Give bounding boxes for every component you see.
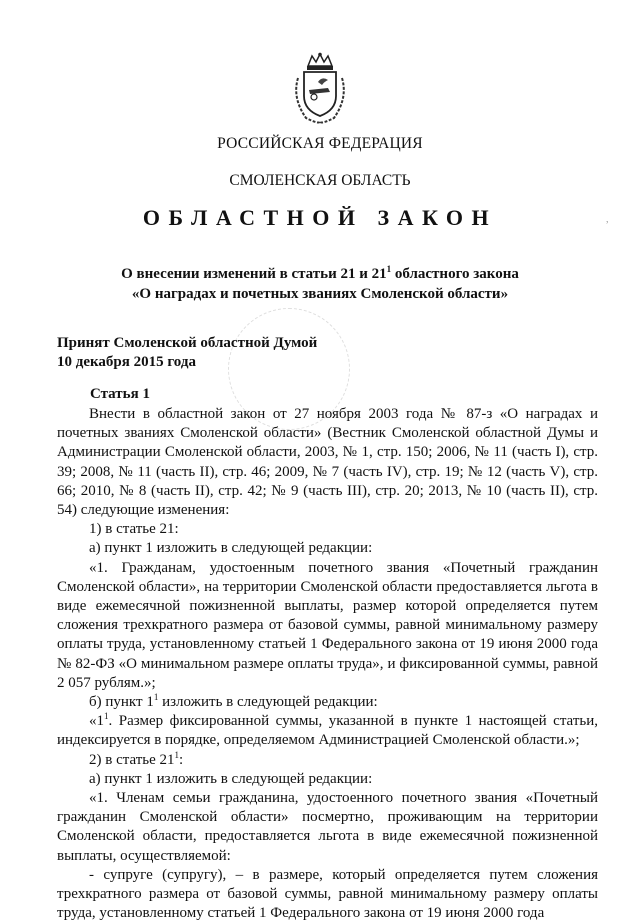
article-body <box>57 405 598 923</box>
region-heading: СМОЛЕНСКАЯ ОБЛАСТЬ <box>229 172 411 189</box>
article-paragraph: а) пункт 1 изложить в следующей редакции: <box>89 540 373 557</box>
article-paragraph: «1. Членам семьи гражданина, удостоенного почетного звания «Почетный гражданин Смоленской области» посмертно, проживающим на территории Смоленской области, предоставляется льгота в виде ежемесячной пожизненной выплаты, осуществляемой: <box>57 790 598 864</box>
paragraph-text: : <box>179 751 184 768</box>
margin-mark: , <box>606 214 609 225</box>
paragraph-text: изложить в следующей редакции: <box>158 694 378 711</box>
document-type-title: ОБЛАСТНОЙ ЗАКОН <box>142 205 498 230</box>
accepted-by: Принят Смоленской областной Думой <box>57 335 318 351</box>
law-title-line-1 <box>0 264 640 284</box>
law-title-text-b: областного закона <box>391 266 519 282</box>
law-title-text-a: О внесении изменений в статьи 21 и 21 <box>121 266 387 282</box>
article-paragraph: «1. Гражданам, удостоенным почетного звания «Почетный гражданин Смоленской области», на территории Смоленской области предоставляется льгота в виде ежемесячной пожизненной выплаты, размер которой определяется путем сложения трехкратного размера от базовой суммы, равной минимальному размеру оплаты труда, установленному статьей 1 Федерального закона от 19 июня 2000 года № 82-ФЗ «О минимальном размере оплаты труда», и фиксированной суммы, равной 2 057 рублям.»; <box>57 559 598 691</box>
accepted-date: 10 декабря 2015 года <box>57 354 196 370</box>
article-paragraph: Внести в областной закон от 27 ноября 2003 года № 87-з «О наградах и почетных званиях Смоленской области» (Вестник Смоленской областной Думы и Администрации Смоленской области, 2003, № 1, стр. 150; 2006, № 11 (часть I), стр. 39; 2008, № 11 (часть II), стр. 46; 2009, № 7 (часть IV), стр. 19; № 12 (часть V), стр. 66; 2010, № 8 (часть II), стр. 42; № 9 (часть III), стр. 20; 2013, № 10 (часть II), стр. 54) следующие изменения: <box>57 406 598 519</box>
law-title-superscript: 1 <box>386 264 392 274</box>
law-title <box>0 264 640 304</box>
paragraph-superscript: 1 <box>153 692 159 703</box>
law-title-line-2: «О наградах и почетных званиях Смоленской области» <box>131 286 509 302</box>
article-title: Статья 1 <box>90 386 150 402</box>
article-paragraph <box>57 693 598 712</box>
article-paragraph: - супруге (супругу), – в размере, который определяется путем сложения трехкратного размера от базовой суммы, равной минимальному размеру оплаты труда, установленному статьей 1 Федерального закона от 19 июня 2000 года <box>57 866 598 922</box>
paragraph-text: б) пункт 1 <box>89 694 154 711</box>
paragraph-text: «1 <box>89 713 104 730</box>
coat-of-arms-emblem-icon <box>288 52 352 126</box>
paragraph-superscript: 1 <box>104 711 109 722</box>
article-paragraph: а) пункт 1 изложить в следующей редакции: <box>89 770 373 787</box>
article-paragraph <box>57 751 598 770</box>
paragraph-text: . Размер фиксированной суммы, указанной в пункте 1 настоящей статьи, индексируется в порядке, определяемом Администрацией Смоленской области.»; <box>57 713 598 749</box>
federation-heading: РОССИЙСКАЯ ФЕДЕРАЦИЯ <box>217 135 423 152</box>
article-paragraph <box>57 712 598 750</box>
paragraph-text: 2) в статье 21 <box>89 751 175 768</box>
paragraph-superscript: 1 <box>174 749 180 760</box>
accepted-block <box>57 334 317 372</box>
article-paragraph: 1) в статье 21: <box>89 521 179 538</box>
